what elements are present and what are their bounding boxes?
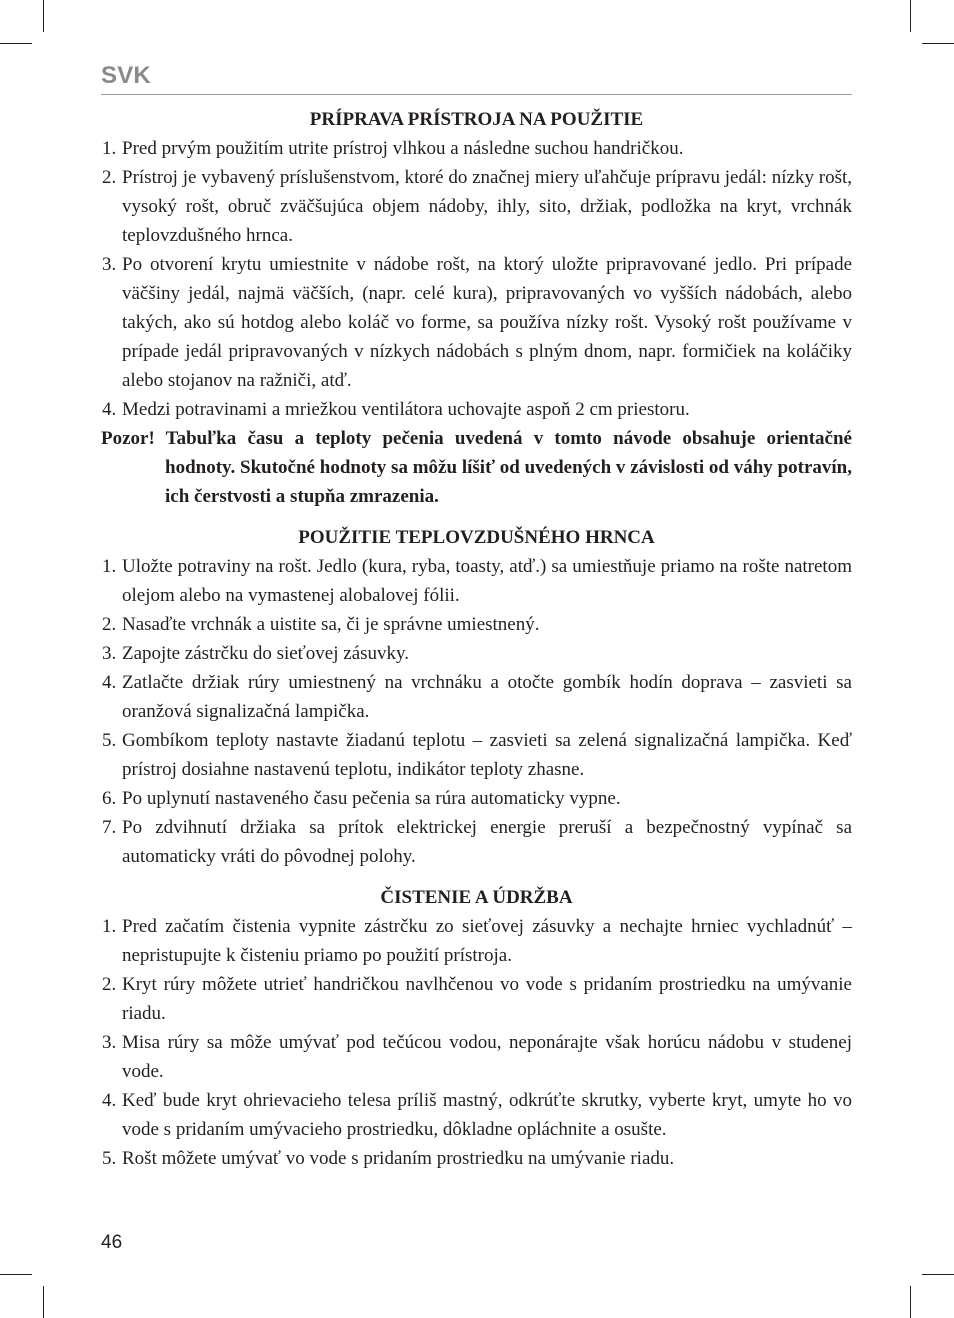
- item-text: Rošt môžete umývať vo vode s pridaním prostriedku na umývanie riadu.: [122, 1148, 675, 1169]
- item-text: Zapojte zástrčku do sieťovej zásuvky.: [122, 643, 410, 664]
- item-text: Nasaďte vrchnák a uistite sa, či je správne umiestnený.: [122, 614, 540, 635]
- crop-mark: [910, 1286, 911, 1318]
- list-item: [101, 1028, 852, 1086]
- crop-mark: [922, 43, 954, 44]
- list-item: [101, 250, 852, 395]
- item-text: Pred prvým použitím utrite prístroj vlhkou a následne suchou handričkou.: [122, 138, 684, 159]
- crop-mark: [922, 1274, 954, 1275]
- list-item: [101, 1144, 852, 1173]
- list-item: [101, 1086, 852, 1144]
- item-text: Keď bude kryt ohrievacieho telesa príliš mastný, odkrúťte skrutky, vyberte kryt, umyte ho vo vode s pridaním umývacieho prostriedku, dôkladne opláchnite a osušte.: [122, 1090, 852, 1140]
- item-number: 5.: [102, 1148, 117, 1169]
- item-number: 4.: [102, 672, 117, 693]
- section-heading-preparation: PRÍPRAVA PRÍSTROJA NA POUŽITIE: [309, 109, 644, 130]
- usage-list: [101, 552, 852, 871]
- item-text: Po otvorení krytu umiestnite v nádobe rošt, na ktorý uložte pripravované jedlo. Pri prípade väčšiny jedál, najmä väčších, (napr. celé kura), pripravovaných vo vyšších nádobách, alebo takých, ako sú hotdog alebo koláč vo forme, sa používa nízky rošt. Vysoký rošt používame v prípade jedál pripravovaných v nízkych nádobách s plným dnom, napr. formičiek na koláčiky alebo stojanov na ražniči, atď.: [122, 254, 852, 391]
- item-number: 2.: [102, 614, 117, 635]
- item-text: Kryt rúry môžete utrieť handričkou navlhčenou vo vode s pridaním prostriedku na umývanie riadu.: [122, 974, 852, 1024]
- item-text: Medzi potravinami a mriežkou ventilátora uchovajte aspoň 2 cm priestoru.: [122, 399, 690, 420]
- item-text: Po zdvihnutí držiaka sa prítok elektrickej energie preruší a bezpečnostný vypínač sa automaticky vráti do pôvodnej polohy.: [122, 817, 852, 867]
- item-text: Zatlačte držiak rúry umiestnený na vrchnáku a otočte gombík hodín doprava – zasvieti sa oranžová signalizačná lampička.: [122, 672, 852, 722]
- crop-mark: [0, 43, 32, 44]
- list-item: [101, 395, 852, 424]
- item-text: Prístroj je vybavený príslušenstvom, ktoré do značnej miery uľahčuje prípravu jedál: nízky rošt, vysoký rošt, obruč zväčšujúca objem nádoby, ihly, sito, držiak, podložka na kryt, vrchnák teplovzdušného hrnca.: [122, 167, 852, 246]
- list-item: [101, 639, 852, 668]
- item-text: Misa rúry sa môže umývať pod tečúcou vodou, neponárajte však horúcu nádobu v studenej vode.: [122, 1032, 852, 1082]
- list-item: [101, 668, 852, 726]
- item-text: Uložte potraviny na rošt. Jedlo (kura, ryba, toasty, atď.) sa umiestňuje priamo na rošte natretom olejom alebo na vymastenej alobalovej fólii.: [122, 556, 852, 606]
- crop-mark: [43, 1286, 44, 1318]
- item-number: 6.: [102, 788, 117, 809]
- list-item: [101, 163, 852, 250]
- section-heading-usage: POUŽITIE TEPLOVZDUŠNÉHO HRNCA: [298, 527, 655, 548]
- list-item: [101, 726, 852, 784]
- item-number: 2.: [102, 974, 117, 995]
- crop-mark: [910, 0, 911, 32]
- item-number: 1.: [102, 138, 117, 159]
- item-number: 1.: [102, 916, 117, 937]
- cleaning-list: [101, 912, 852, 1173]
- header-rule: [101, 94, 852, 95]
- item-number: 3.: [102, 254, 117, 275]
- list-item: [101, 134, 852, 163]
- crop-mark: [0, 1274, 32, 1275]
- section-heading-cleaning: ČISTENIE A ÚDRŽBA: [380, 887, 573, 908]
- list-item: [101, 610, 852, 639]
- item-text: Gombíkom teploty nastavte žiadanú teplotu – zasvieti sa zelená signalizačná lampička. Keď prístroj dosiahne nastavenú teplotu, indikátor teploty zhasne.: [122, 730, 852, 780]
- item-number: 3.: [102, 1032, 117, 1053]
- list-item: [101, 912, 852, 970]
- crop-mark: [43, 0, 44, 32]
- item-number: 1.: [102, 556, 117, 577]
- item-number: 2.: [102, 167, 117, 188]
- item-text: Po uplynutí nastaveného času pečenia sa rúra automaticky vypne.: [122, 788, 621, 809]
- list-item: [101, 813, 852, 871]
- list-item: [101, 552, 852, 610]
- item-text: Pred začatím čistenia vypnite zástrčku zo sieťovej zásuvky a nechajte hrniec vychladnúť – nepristupujte k čisteniu priamo po použití prístroja.: [122, 916, 852, 966]
- item-number: 7.: [102, 817, 117, 838]
- preparation-list: [101, 134, 852, 424]
- item-number: 3.: [102, 643, 117, 664]
- page-content: [101, 105, 852, 1173]
- warning-note: Pozor! Tabuľka času a teploty pečenia uvedená v tomto návode obsahuje orientačné hodnoty. Skutočné hodnoty sa môžu líšiť od uvedených v závislosti od váhy potravín, ich čerstvosti a stupňa zmrazenia.: [101, 428, 852, 507]
- list-item: [101, 784, 852, 813]
- item-number: 5.: [102, 730, 117, 751]
- item-number: 4.: [102, 1090, 117, 1111]
- list-item: [101, 970, 852, 1028]
- item-number: 4.: [102, 399, 117, 420]
- page-number: 46: [101, 1232, 123, 1253]
- language-label: SVK: [101, 62, 151, 89]
